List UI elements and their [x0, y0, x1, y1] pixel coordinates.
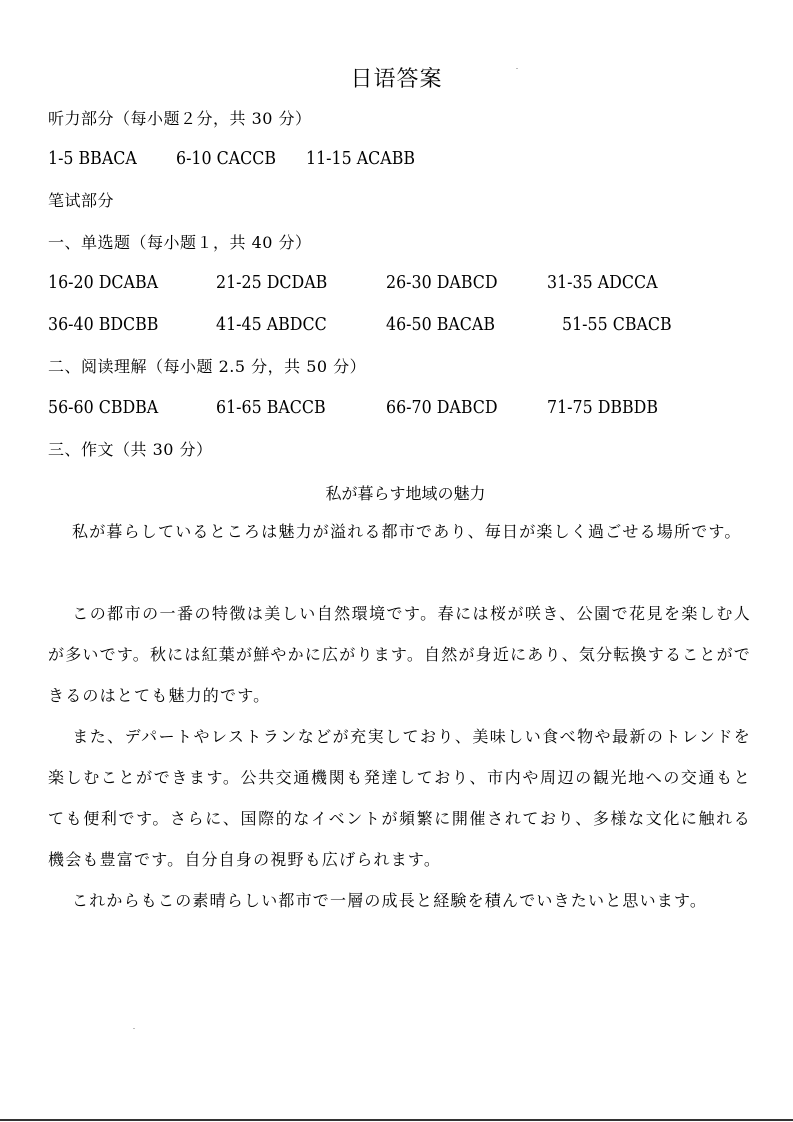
answer-group: 66-70 DABCD	[386, 397, 498, 418]
page-title: 日语答案	[350, 67, 443, 92]
essay-paragraph	[48, 511, 751, 552]
essay-paragraph-text: 私が暮らしているところは魅力が溢れる都市であり、毎日が楽しく過ごせる場所です。	[72, 522, 742, 541]
answer-group: 11-15 ACABB	[306, 148, 415, 169]
answer-group: 36-40 BDCBB	[48, 314, 159, 335]
section3-header: 三、作文（共 30 分）	[48, 440, 213, 459]
essay-paragraph	[48, 716, 751, 880]
answer-group: 31-35 ADCCA	[547, 272, 658, 293]
answer-group: 1-5 BBACA	[48, 148, 137, 169]
answer-group: 56-60 CBDBA	[48, 397, 159, 418]
listening-header: 听力部分（每小题２分，共 30 分）	[48, 109, 312, 128]
answer-group: 6-10 CACCB	[176, 148, 277, 169]
written-header: 笔试部分	[48, 191, 115, 210]
essay-paragraph-text: これからもこの素晴らしい都市で一層の成長と経験を積んでいきたいと思います。	[72, 891, 708, 910]
answer-group: 61-65 BACCB	[216, 397, 326, 418]
scan-speck	[133, 1028, 135, 1029]
essay-title: 私が暮らす地域の魅力	[325, 484, 486, 503]
scan-speck	[516, 68, 518, 69]
essay-paragraph-text: この都市の一番の特徴は美しい自然環境です。春には桜が咲き、公園で花見を楽しむ人が多いです。秋には紅葉が鮮やかに広がります。自然が身近にあり、気分転換することができるのはとても魅力的です。	[48, 604, 751, 705]
answer-group: 41-45 ABDCC	[216, 314, 327, 335]
essay-paragraph-text: また、デパートやレストランなどが充実しており、美味しい食べ物や最新のトレンドを楽しむことができます。公共交通機関も発達しており、市内や周辺の観光地への交通もとても便利です。さらに、国際的なイベントが頻繁に開催されており、多様な文化に触れる機会も豊富です。自分自身の視野も広げられます。	[48, 727, 751, 869]
answer-group: 51-55 CBACB	[562, 314, 672, 335]
answer-group: 21-25 DCDAB	[216, 272, 328, 293]
answer-group: 16-20 DCABA	[48, 272, 159, 293]
section2-header: 二、阅读理解（每小题 2.5 分，共 50 分）	[48, 357, 367, 376]
page-bottom-rule	[0, 1119, 793, 1121]
section1-header: 一、单选题（每小题１，共 40 分）	[48, 233, 312, 252]
essay-paragraph	[48, 593, 751, 716]
answer-group: 71-75 DBBDB	[547, 397, 659, 418]
answer-group: 46-50 BACAB	[386, 314, 495, 335]
answer-group: 26-30 DABCD	[386, 272, 498, 293]
essay-paragraph	[48, 880, 751, 921]
